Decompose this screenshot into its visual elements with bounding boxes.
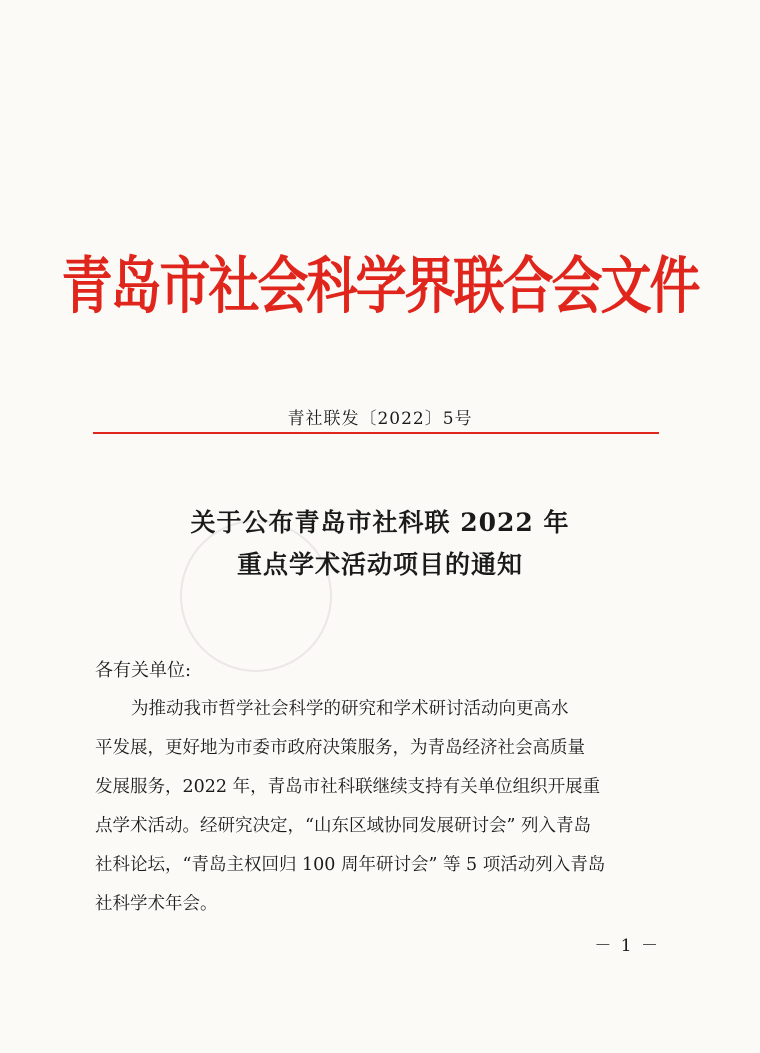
page-number: － 1 － (594, 936, 660, 956)
notice-title-line-1: 关于公布青岛市社科联 2022 年 (190, 508, 570, 537)
body-line-1: 为推动我市哲学社会科学的研究和学术研讨活动向更高水 (131, 699, 569, 719)
salutation: 各有关单位: (95, 660, 192, 681)
body-line-2: 平发展，更好地为市委市政府决策服务，为青岛经济社会高质量 (95, 738, 585, 758)
notice-title-line-2: 重点学术活动项目的通知 (236, 550, 523, 579)
document-number: 青社联发〔2022〕5号 (287, 409, 473, 429)
faint-seal-stamp (180, 520, 332, 672)
red-divider (93, 432, 659, 434)
body-line-4: 点学术活动。经研究决定，“山东区域协同发展研讨会” 列入青岛 (95, 816, 591, 836)
body-line-6: 社科学术年会。 (95, 894, 218, 914)
body-line-5: 社科论坛，“青岛主权回归 100 周年研讨会” 等 5 项活动列入青岛 (95, 855, 606, 875)
masthead-title: 青岛市社会科学界联合会文件 (61, 251, 699, 323)
body-line-3: 发展服务，2022 年，青岛市社科联继续支持有关单位组织开展重 (95, 777, 601, 797)
